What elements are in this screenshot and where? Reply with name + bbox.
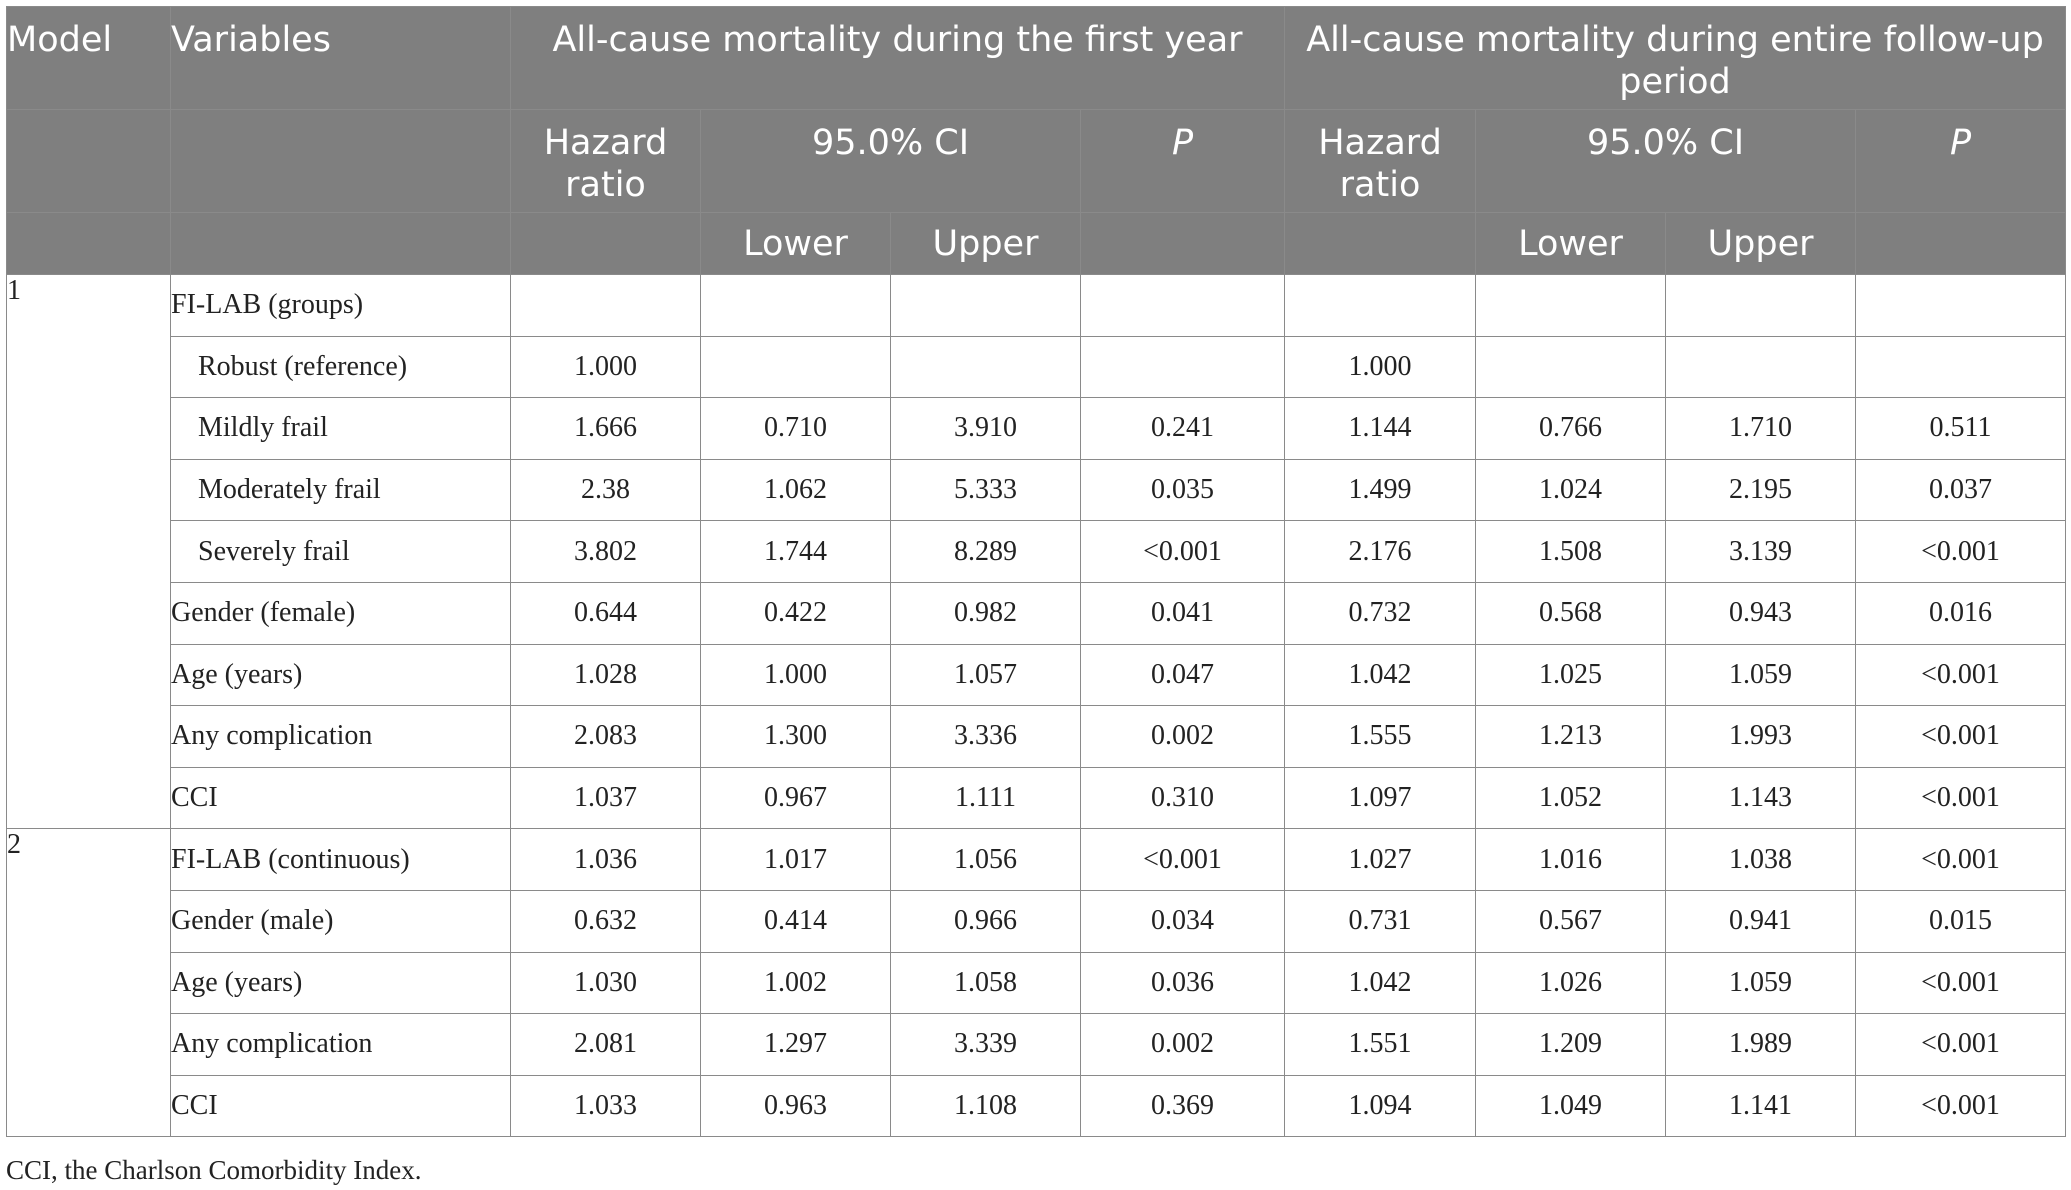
variable-cell: Moderately frail (171, 459, 511, 521)
value-cell-hr2: 1.097 (1285, 767, 1476, 829)
header-blank (511, 213, 701, 275)
value-cell-p2: <0.001 (1856, 1014, 2066, 1076)
value-cell-lo1: 1.744 (701, 521, 891, 583)
value-cell-lo2: 1.213 (1476, 706, 1666, 768)
table-row (7, 398, 2066, 460)
value-cell-p1: 0.310 (1081, 767, 1285, 829)
header-blank (1856, 213, 2066, 275)
value-cell-p1: 0.047 (1081, 644, 1285, 706)
value-cell-hr1: 2.081 (511, 1014, 701, 1076)
value-cell-p1 (1081, 336, 1285, 398)
value-cell-p1: 0.241 (1081, 398, 1285, 460)
value-cell-up2: 0.943 (1666, 582, 1856, 644)
value-cell-up1: 3.910 (891, 398, 1081, 460)
variable-cell: CCI (171, 1075, 511, 1137)
value-cell-lo1: 1.300 (701, 706, 891, 768)
value-cell-hr2: 1.551 (1285, 1014, 1476, 1076)
value-cell-up1 (891, 275, 1081, 337)
value-cell-up1: 0.982 (891, 582, 1081, 644)
value-cell-hr2: 0.731 (1285, 890, 1476, 952)
header-blank (1081, 213, 1285, 275)
value-cell-p1: <0.001 (1081, 521, 1285, 583)
variable-cell: Any complication (171, 1014, 511, 1076)
table-row (7, 521, 2066, 583)
model-cell: 1 (7, 275, 171, 829)
value-cell-p2: <0.001 (1856, 829, 2066, 891)
value-cell-p2: <0.001 (1856, 767, 2066, 829)
value-cell-up2: 1.059 (1666, 952, 1856, 1014)
value-cell-up2: 1.141 (1666, 1075, 1856, 1137)
header-entire-follow-up: All-cause mortality during entire follow-up period (1285, 7, 2066, 110)
value-cell-lo1: 1.000 (701, 644, 891, 706)
value-cell-p1: 0.036 (1081, 952, 1285, 1014)
value-cell-up2 (1666, 275, 1856, 337)
value-cell-up1: 0.966 (891, 890, 1081, 952)
value-cell-hr2: 0.732 (1285, 582, 1476, 644)
value-cell-lo1: 1.297 (701, 1014, 891, 1076)
value-cell-lo1: 0.967 (701, 767, 891, 829)
value-cell-lo2 (1476, 336, 1666, 398)
header-variables: Variables (171, 7, 511, 110)
table-row (7, 952, 2066, 1014)
variable-cell: Age (years) (171, 952, 511, 1014)
value-cell-up2: 3.139 (1666, 521, 1856, 583)
value-cell-p2 (1856, 275, 2066, 337)
value-cell-hr2: 1.144 (1285, 398, 1476, 460)
value-cell-lo1: 0.422 (701, 582, 891, 644)
value-cell-hr2: 1.027 (1285, 829, 1476, 891)
value-cell-p2: <0.001 (1856, 644, 2066, 706)
value-cell-up1 (891, 336, 1081, 398)
value-cell-lo1 (701, 336, 891, 398)
value-cell-hr1: 1.033 (511, 1075, 701, 1137)
value-cell-p1: 0.002 (1081, 706, 1285, 768)
value-cell-hr1: 3.802 (511, 521, 701, 583)
value-cell-hr1: 0.644 (511, 582, 701, 644)
header-ci: 95.0% CI (1476, 110, 1856, 213)
header-upper: Upper (891, 213, 1081, 275)
value-cell-lo2: 1.049 (1476, 1075, 1666, 1137)
variable-cell: FI-LAB (groups) (171, 275, 511, 337)
value-cell-hr1: 1.028 (511, 644, 701, 706)
model-cell: 2 (7, 829, 171, 1137)
header-hazard-ratio: Hazard ratio (1285, 110, 1476, 213)
value-cell-up2: 1.143 (1666, 767, 1856, 829)
value-cell-hr2 (1285, 275, 1476, 337)
table-row (7, 706, 2066, 768)
value-cell-hr2: 1.042 (1285, 952, 1476, 1014)
value-cell-lo1: 0.963 (701, 1075, 891, 1137)
value-cell-p2: 0.016 (1856, 582, 2066, 644)
table-row (7, 1014, 2066, 1076)
value-cell-lo2: 1.025 (1476, 644, 1666, 706)
value-cell-up1: 1.057 (891, 644, 1081, 706)
value-cell-hr1 (511, 275, 701, 337)
value-cell-up1: 8.289 (891, 521, 1081, 583)
header-blank (7, 110, 171, 213)
value-cell-hr2: 1.499 (1285, 459, 1476, 521)
table-header (7, 7, 2066, 275)
value-cell-up2: 0.941 (1666, 890, 1856, 952)
value-cell-up1: 1.108 (891, 1075, 1081, 1137)
value-cell-p2: 0.037 (1856, 459, 2066, 521)
value-cell-hr1: 2.083 (511, 706, 701, 768)
table-body (7, 275, 2066, 1137)
value-cell-up2 (1666, 336, 1856, 398)
value-cell-hr1: 1.037 (511, 767, 701, 829)
variable-cell: Gender (male) (171, 890, 511, 952)
value-cell-p2: <0.001 (1856, 521, 2066, 583)
header-lower: Lower (701, 213, 891, 275)
value-cell-up2: 1.038 (1666, 829, 1856, 891)
variable-cell: Age (years) (171, 644, 511, 706)
value-cell-p2: <0.001 (1856, 1075, 2066, 1137)
header-blank (171, 213, 511, 275)
value-cell-lo2: 0.567 (1476, 890, 1666, 952)
value-cell-lo1 (701, 275, 891, 337)
value-cell-up2: 1.059 (1666, 644, 1856, 706)
header-p: P (1081, 110, 1285, 213)
variable-cell: Any complication (171, 706, 511, 768)
value-cell-hr1: 1.030 (511, 952, 701, 1014)
variable-cell: Robust (reference) (171, 336, 511, 398)
value-cell-p1 (1081, 275, 1285, 337)
table-row (7, 644, 2066, 706)
header-blank (7, 213, 171, 275)
value-cell-hr1: 1.666 (511, 398, 701, 460)
value-cell-hr1: 1.000 (511, 336, 701, 398)
header-blank (171, 110, 511, 213)
header-upper: Upper (1666, 213, 1856, 275)
header-p: P (1856, 110, 2066, 213)
table-row (7, 582, 2066, 644)
value-cell-up2: 1.710 (1666, 398, 1856, 460)
value-cell-lo1: 1.002 (701, 952, 891, 1014)
value-cell-lo2: 1.026 (1476, 952, 1666, 1014)
header-hazard-ratio: Hazard ratio (511, 110, 701, 213)
table-row (7, 767, 2066, 829)
footnote: CCI, the Charlson Comorbidity Index. (6, 1155, 422, 1185)
value-cell-hr2: 2.176 (1285, 521, 1476, 583)
value-cell-p2: <0.001 (1856, 706, 2066, 768)
hazard-ratio-table (6, 6, 2066, 1137)
value-cell-lo1: 1.062 (701, 459, 891, 521)
value-cell-up2: 1.993 (1666, 706, 1856, 768)
value-cell-up2: 1.989 (1666, 1014, 1856, 1076)
table-row (7, 275, 2066, 337)
value-cell-up2: 2.195 (1666, 459, 1856, 521)
header-blank (1285, 213, 1476, 275)
value-cell-p1: <0.001 (1081, 829, 1285, 891)
value-cell-lo2 (1476, 275, 1666, 337)
value-cell-hr2: 1.000 (1285, 336, 1476, 398)
value-cell-hr2: 1.042 (1285, 644, 1476, 706)
table-row (7, 459, 2066, 521)
variable-cell: CCI (171, 767, 511, 829)
table-row (7, 890, 2066, 952)
variable-cell: Gender (female) (171, 582, 511, 644)
header-ci: 95.0% CI (701, 110, 1081, 213)
value-cell-hr1: 2.38 (511, 459, 701, 521)
value-cell-lo2: 1.209 (1476, 1014, 1666, 1076)
table-row (7, 1075, 2066, 1137)
value-cell-lo1: 1.017 (701, 829, 891, 891)
value-cell-up1: 3.339 (891, 1014, 1081, 1076)
value-cell-up1: 3.336 (891, 706, 1081, 768)
value-cell-up1: 1.056 (891, 829, 1081, 891)
value-cell-p1: 0.041 (1081, 582, 1285, 644)
value-cell-p1: 0.369 (1081, 1075, 1285, 1137)
value-cell-p2: 0.015 (1856, 890, 2066, 952)
value-cell-lo2: 0.766 (1476, 398, 1666, 460)
value-cell-p2 (1856, 336, 2066, 398)
header-model: Model (7, 7, 171, 110)
value-cell-lo2: 1.016 (1476, 829, 1666, 891)
value-cell-lo2: 0.568 (1476, 582, 1666, 644)
table-row (7, 336, 2066, 398)
value-cell-up1: 1.111 (891, 767, 1081, 829)
results-table-container (6, 6, 2066, 1137)
value-cell-lo1: 0.710 (701, 398, 891, 460)
table-row (7, 829, 2066, 891)
value-cell-up1: 1.058 (891, 952, 1081, 1014)
value-cell-p1: 0.002 (1081, 1014, 1285, 1076)
value-cell-p1: 0.034 (1081, 890, 1285, 952)
value-cell-hr1: 0.632 (511, 890, 701, 952)
value-cell-lo2: 1.024 (1476, 459, 1666, 521)
value-cell-lo2: 1.052 (1476, 767, 1666, 829)
variable-cell: Mildly frail (171, 398, 511, 460)
value-cell-up1: 5.333 (891, 459, 1081, 521)
value-cell-p1: 0.035 (1081, 459, 1285, 521)
variable-cell: Severely frail (171, 521, 511, 583)
variable-cell: FI-LAB (continuous) (171, 829, 511, 891)
value-cell-hr2: 1.094 (1285, 1075, 1476, 1137)
value-cell-hr2: 1.555 (1285, 706, 1476, 768)
header-first-year: All-cause mortality during the first year (511, 7, 1285, 110)
value-cell-p2: 0.511 (1856, 398, 2066, 460)
value-cell-lo2: 1.508 (1476, 521, 1666, 583)
value-cell-lo1: 0.414 (701, 890, 891, 952)
header-lower: Lower (1476, 213, 1666, 275)
value-cell-p2: <0.001 (1856, 952, 2066, 1014)
value-cell-hr1: 1.036 (511, 829, 701, 891)
